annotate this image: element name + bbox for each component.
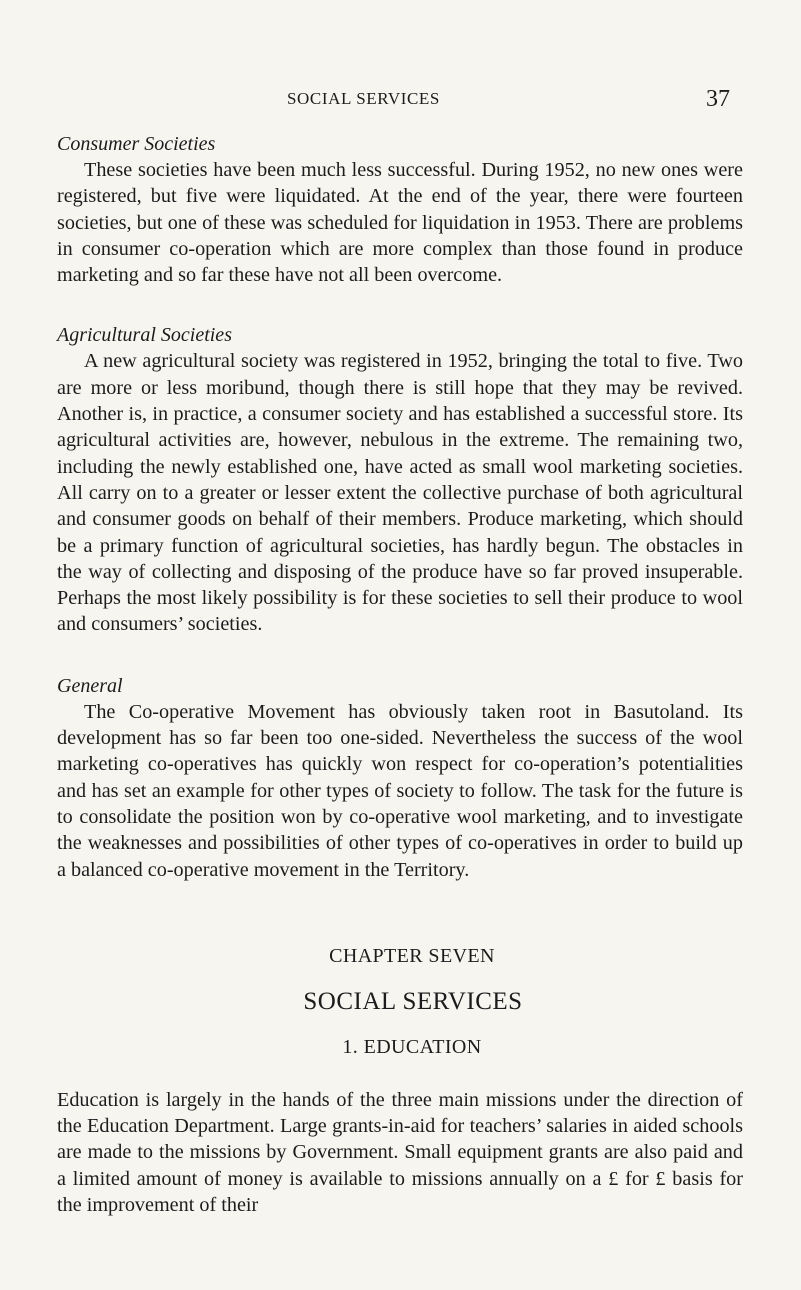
section-consumer-societies: [57, 131, 743, 288]
section-heading: Agricultural Societies: [57, 324, 232, 347]
section-general: [57, 673, 743, 883]
running-title: SOCIAL SERVICES: [287, 89, 440, 108]
section-paragraph: These societies have been much less successful. During 1952, no new ones were registered, but five were liquidated. At the end of the year, there were fourteen societies, but one of these was scheduled for liquidation in 1953. There are problems in consumer co-operation which are more complex than those found in produce marketing and so far these have not all been overcome.: [57, 159, 743, 287]
section-paragraph: The Co-operative Movement has obviously taken root in Basutoland. Its development has so far been too one-sided. Nevertheless the success of the wool marketing co-operatives has quickly won respect for co-operation’s potentialities and has set an example for other types of society to follow. The task for the future is to consolidate the position won by co-operative wool marketing, and to investigate the weaknesses and possibilities of other types of co-operatives in order to build up a balanced co-operative movement in the Territory.: [57, 700, 743, 881]
section-heading: Consumer Societies: [57, 133, 216, 155]
education-paragraph: Education is largely in the hands of the three main missions under the direction of the Education Department. Large grants-in-aid for teachers’ salaries in aided schools are made to the missions by Government. Small equipment grants are also paid and a limited amount of money is available to missions annually on a £ for £ basis for the improvement of their: [57, 1088, 743, 1217]
section-paragraph: A new agricultural society was registered in 1952, bringing the total to five. Two are more or less moribund, though there is still hope that they may be revived. Another is, in practice, a consumer society and has established a successful store. Its agricultural activities are, however, nebulous in the extreme. The remaining two, including the newly established one, have acted as small wool marketing societies. All carry on to a greater or lesser extent the collective purchase of both agricultural and consumer goods on behalf of their members. Produce marketing, which should be a primary function of agricultural societies, has hardly begun. The obstacles in the way of collecting and disposing of the produce have so far proved insuperable. Perhaps the most likely possibility is for these societies to sell their produce to wool and consumers’ societies.: [57, 350, 743, 636]
subsection-title: 1. EDUCATION: [342, 1035, 482, 1058]
page-content: [57, 131, 743, 1218]
page-number: 37: [706, 86, 730, 112]
running-head: [0, 86, 801, 115]
chapter-title: SOCIAL SERVICES: [303, 987, 523, 1015]
chapter-label: CHAPTER SEVEN: [329, 944, 495, 967]
section-agricultural-societies: [57, 322, 743, 637]
chapter-heading-block: [57, 945, 743, 1059]
section-heading: General: [57, 674, 123, 697]
